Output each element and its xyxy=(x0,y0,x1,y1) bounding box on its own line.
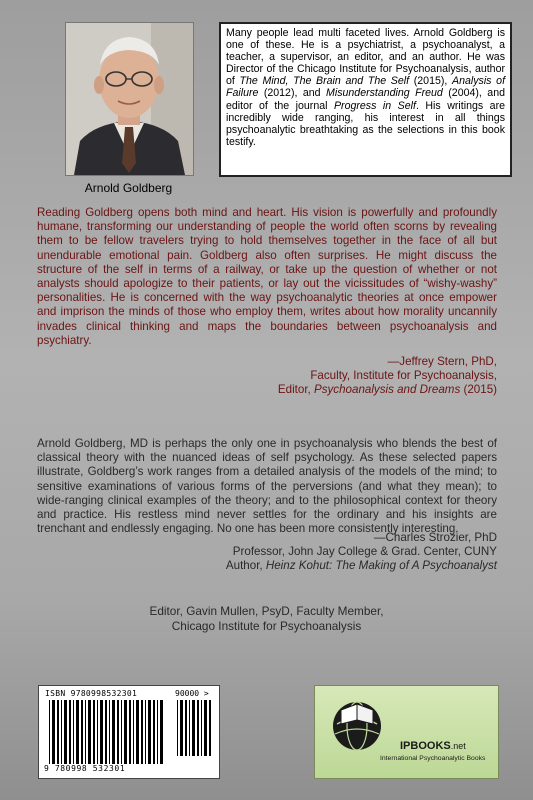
reviewer-name: —Charles Strozier, PhD xyxy=(373,531,497,544)
reviewer-credit xyxy=(226,559,497,573)
review-stern: Reading Goldberg opens both mind and heart. His vision is powerfully and profoundly humane, transforming our understanding of people the world often scorns by revealing them to be fellow travelers trying to hold themselves together in the face of all but unendurable emotional pain. Goldberg also often surprises. He might discuss the structure of the self in terms of a railway, or take up the question of whether or not analysts should apologize to their patients, or lay out the vicissitudes of “wishy-washy” personalities. He is concerned with the way psychoanalytic theories at once empower and imprison the minds of those who employ them, writes about how morality uncannily invades clinical thinking and maps the boundaries between psychoanalysis and psychiatry. xyxy=(37,206,497,347)
publisher-name xyxy=(400,740,466,752)
editor-line: Editor, Gavin Mullen, PsyD, Faculty Member, xyxy=(149,604,384,618)
publisher-logo xyxy=(314,685,499,779)
bio-text: Many people lead multi faceted lives. Arnold Goldberg is one of these. He is a psychiatrist, a psychoanalyst, a teacher, a supervisor, an editor, and an author. He was Director of the Chicago Institute for Psychoanalysis, author of xyxy=(226,27,505,88)
price-code: 90000 > xyxy=(175,689,209,698)
bio-text: (2012), and xyxy=(258,87,327,100)
publisher-tagline: International Psychoanalytic Books xyxy=(380,755,486,762)
reviewer-affiliation: Faculty, Institute for Psychoanalysis, xyxy=(310,369,497,383)
bio-text: (2004), and editor of the journal xyxy=(226,87,505,112)
barcode-digits: 9 780998 532301 xyxy=(44,764,126,773)
barcode-bars xyxy=(49,700,167,764)
bio-text: (2015), xyxy=(409,75,453,88)
attribution-strozier xyxy=(226,531,497,574)
publisher-brand: IPBOOKS xyxy=(400,740,451,752)
author-photo xyxy=(65,22,194,176)
editor-credit xyxy=(0,604,533,634)
bio-text: . His writings are incredibly wide ranging, his interest in all things psychoanalytic breathtaking as the selections in this book testify. xyxy=(226,99,505,148)
isbn-label: ISBN 9780998532301 xyxy=(45,689,138,698)
editor-institution: Chicago Institute for Psychoanalysis xyxy=(171,619,362,633)
barcode-addon-bars xyxy=(177,700,213,756)
bio-book-title: Misunderstanding Freud xyxy=(326,87,443,100)
credit-suffix: (2015) xyxy=(460,383,497,397)
bio-book-title: The Mind, The Brain and The Self xyxy=(239,75,410,88)
reviewer-affiliation: Professor, John Jay College & Grad. Center, CUNY xyxy=(232,545,497,559)
attribution-stern xyxy=(278,355,497,398)
reviewer-credit xyxy=(278,383,497,397)
reviewer-name: —Jeffrey Stern, PhD, xyxy=(387,355,497,368)
photo-caption: Arnold Goldberg xyxy=(84,181,173,195)
credit-prefix: Author, xyxy=(225,559,266,573)
globe-books-icon xyxy=(327,694,387,754)
author-bio xyxy=(219,22,512,177)
credit-prefix: Editor, xyxy=(277,383,314,397)
bio-journal-title: Progress in Self xyxy=(333,99,416,112)
bio-book-title: Analysis of Failure xyxy=(226,75,506,100)
publisher-domain: .net xyxy=(450,741,466,751)
credit-book-title: Heinz Kohut: The Making of A Psychoanalyst xyxy=(265,559,497,573)
credit-book-title: Psychoanalysis and Dreams xyxy=(313,383,461,397)
isbn-barcode xyxy=(38,685,220,779)
review-strozier: Arnold Goldberg, MD is perhaps the only one in psychoanalysis who blends the best of classical theory with the nuanced ideas of self psychology. As these selected papers illustrate, Goldberg’s work ranges from a detailed analysis of the models of the mind; to sensitive examinations of various forms of the perversions (and what they mean); to wide-ranging clinical examples of the theory; and to the philosophical context for theory and practice. His restless mind never settles for the ordinary and his insights are trenchant and endlessly engaging. No one has been more consistently interesting. xyxy=(37,437,497,536)
